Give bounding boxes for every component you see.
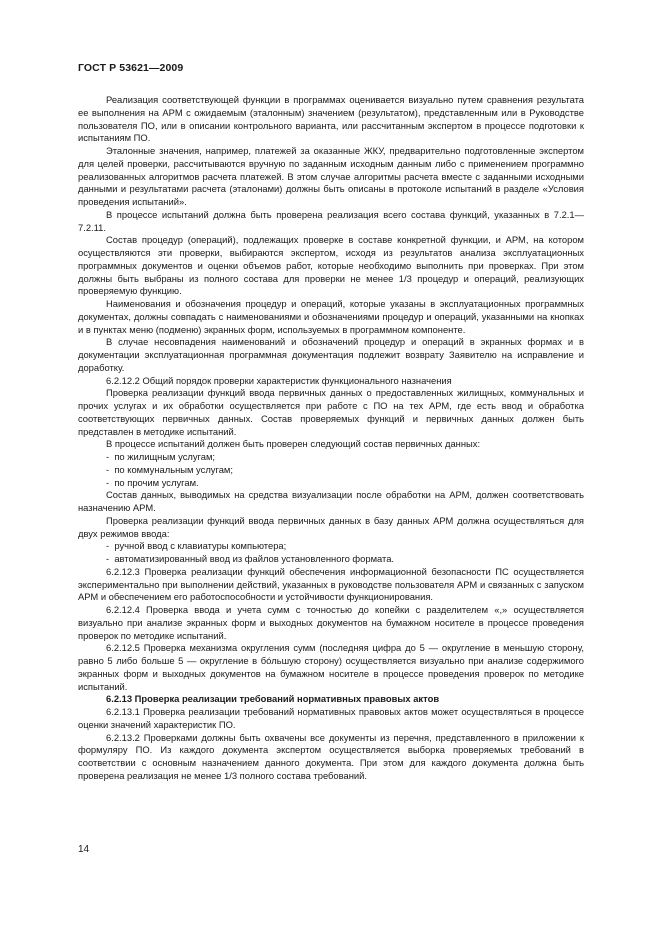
paragraph: Состав процедур (операций), подлежащих проверке в составе конкретной функции, и АРМ, на котором осуществляются эти проверки, выбираются экспертом, исходя из результатов анализа эксплуатационных программных документов и оценки объемов работ, которые необходимо выполнить при проверках. При этом должны быть выбраны из полного состава для проверки не менее 1/3 процедур и операций, реализующих проверяемую функцию. [78,234,584,297]
list-item: - ручной ввод с клавиатуры компьютера; [106,540,287,552]
section-heading: 6.2.12.2 Общий порядок проверки характеристик функционального назначения [106,374,452,386]
paragraph: 6.2.12.3 Проверка реализации функций обеспечения информационной безопасности ПС осуществляется экспериментально при выполнении действий, указанных в руководстве пользователя АРМ и связанных с запуском АРМ и обеспечением его работоспособности и устойчивости функционирования. [78,565,584,603]
section-heading: 6.2.13 Проверка реализации требований нормативных правовых актов [106,693,440,705]
paragraph: Проверка реализации функций ввода первичных данных о предоставленных жилищных, коммунальных и прочих услугах и их обработки осуществляется при работе с ПО на тех АРМ, где есть ввод и обработка соответствующих первичных данных. Состав проверяемых функций и первичных данных должен быть представлен в методике испытаний. [78,387,584,437]
paragraph: 6.2.12.5 Проверка механизма округления сумм (последняя цифра до 5 — округление в меньшую сторону, равно 5 либо больше 5 — округление в бóльшую сторону) осуществляется визуально при анализе содержимого экранных форм и выходных документов на бумажном носителе в процессе проведения проверок по методике испытаний. [78,642,584,692]
paragraph: Эталонные значения, например, платежей за оказанные ЖКУ, предварительно подготовленные экспертом для целей проверки, рассчитываются вручную по заданным исходным данным либо с применением программно реализованных алгоритмов расчета платежей. В этом случае алгоритмы расчета вместе с заданными исходными данными и результатами расчета (эталонами) должны быть описаны в протоколе испытаний в разделе «Условия проведения испытаний». [78,145,584,207]
document-header: ГОСТ Р 53621—2009 [78,62,184,74]
paragraph: 6.2.13.1 Проверка реализации требований нормативных правовых актов может осуществляться в процессе оценки значений характеристик ПО. [78,706,584,730]
list-item: - по прочим услугам. [106,476,199,488]
paragraph: 6.2.13.2 Проверками должны быть охвачены все документы из перечня, представленного в приложении к формуляру ПО. Из каждого документа экспертом осуществляется выборка проверяемых требований в соответствии с основным назначением данного документа. При этом для каждого документа должна быть проверена реализация не менее 1/3 полного состава требований. [78,731,584,781]
paragraph: В случае несовпадения наименований и обозначений процедур и операций в экранных формах и в документации эксплуатационная программная документация подлежит возврату Заявителю на исправление и доработку. [78,336,584,373]
paragraph: В процессе испытаний должна быть проверена реализация всего состава функций, указанных в 7.2.1—7.2.11. [78,208,584,233]
document-body [78,94,584,783]
list-item: - по жилищным услугам; [106,451,216,462]
paragraph: Наименования и обозначения процедур и операций, которые указаны в эксплуатационных программных документах, должны совпадать с наименованиями и обозначениями процедур и операций, указанными на кнопках и в пунктах меню (подменю) экранных форм, используемых в программном компоненте. [78,298,584,335]
paragraph: 6.2.12.4 Проверка ввода и учета сумм с точностью до копейки с разделителем «,» осуществляется визуально при анализе экранных форм и выходных документов на бумажном носителе в процессе проведения проверок по методике испытаний. [78,604,584,641]
list-item: - автоматизированный ввод из файлов установленного формата. [106,553,395,564]
paragraph: Реализация соответствующей функции в программах оценивается визуально путем сравнения результата ее выполнения на АРМ с ожидаемым (эталонным) значением (результатом), представленным или в Руководстве пользователя ПО, или в описании контрольного варианта, или рассчитанным экспертом в процессе подготовки к испытаниям ПО. [78,94,584,144]
paragraph: В процессе испытаний должен быть проверен следующий состав первичных данных: [106,438,481,450]
list-item: - по коммунальным услугам; [106,463,233,475]
page-number: 14 [78,844,90,855]
paragraph: Состав данных, выводимых на средства визуализации после обработки на АРМ, должен соответствовать назначению АРМ. [78,489,584,513]
paragraph: Проверка реализации функций ввода первичных данных в базу данных АРМ должна осуществляться для двух режимов ввода: [78,514,584,539]
